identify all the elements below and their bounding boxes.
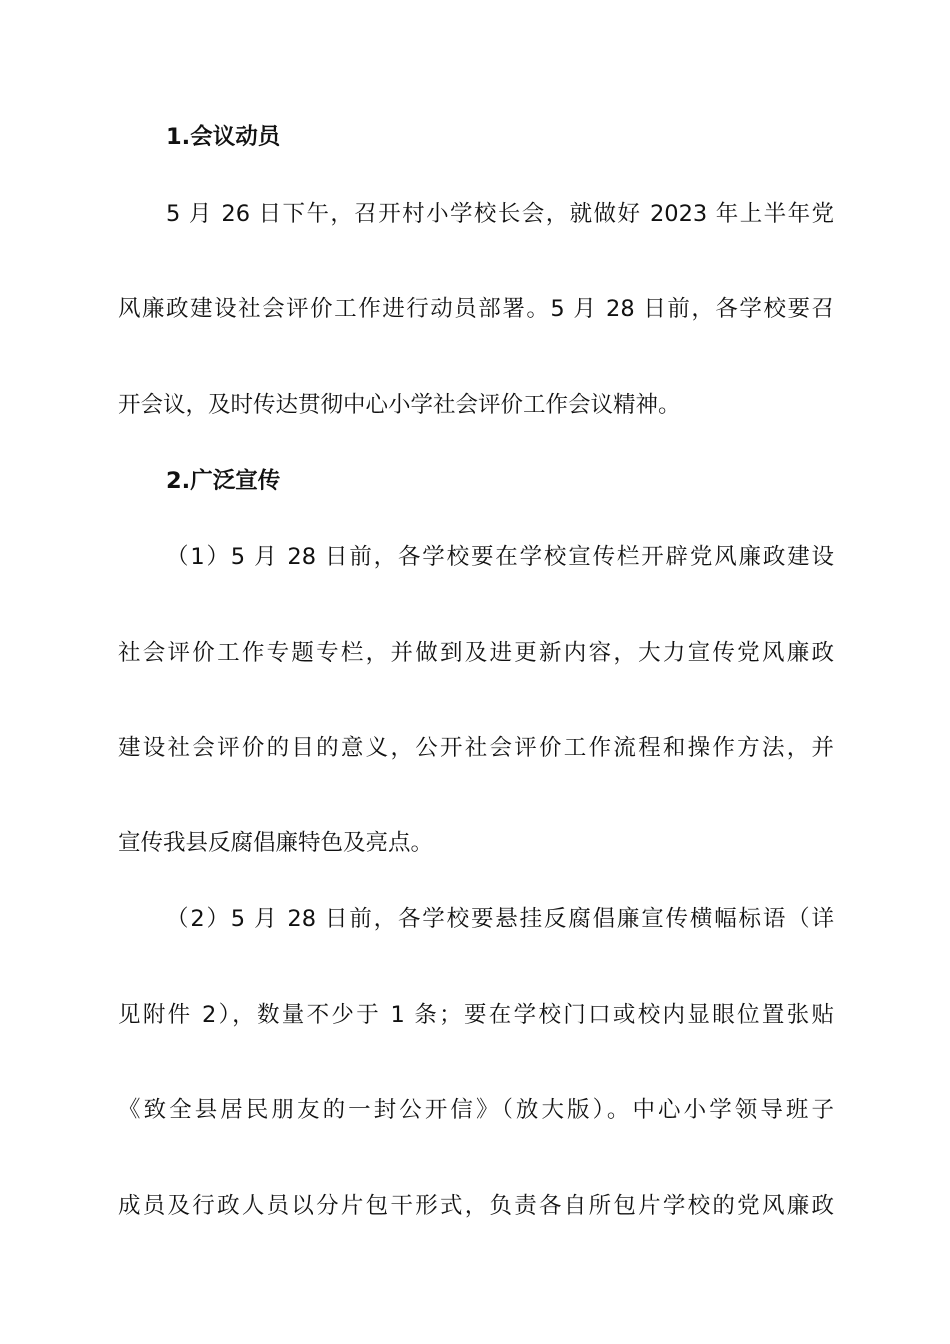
paragraph-line: （1）5 月 28 日前，各学校要在学校宣传栏开辟党风廉政建设 — [166, 544, 834, 570]
paragraph-line: 5 月 26 日下午，召开村小学校长会，就做好 2023 年上半年党 — [166, 201, 834, 227]
paragraph-line: （2）5 月 28 日前，各学校要悬挂反腐倡廉宣传横幅标语（详 — [166, 906, 834, 932]
paragraph-line: 《致全县居民朋友的一封公开信》（放大版）。中心小学领导班子 — [118, 1097, 834, 1123]
paragraph-line: 宣传我县反腐倡廉特色及亮点。 — [118, 830, 434, 856]
section-heading-2: 2.广泛宣传 — [166, 468, 281, 494]
section-heading-1: 1.会议动员 — [166, 124, 281, 150]
paragraph-line: 社会评价工作专题专栏，并做到及进更新内容，大力宣传党风廉政 — [118, 640, 834, 666]
paragraph-line: 建设社会评价的目的意义，公开社会评价工作流程和操作方法，并 — [118, 735, 834, 761]
paragraph-line: 开会议，及时传达贯彻中心小学社会评价工作会议精神。 — [118, 392, 681, 418]
paragraph-line: 风廉政建设社会评价工作进行动员部署。5 月 28 日前，各学校要召 — [118, 296, 834, 322]
paragraph-line: 成员及行政人员以分片包干形式，负责各自所包片学校的党风廉政 — [118, 1193, 834, 1219]
paragraph-line: 见附件 2），数量不少于 1 条；要在学校门口或校内显眼位置张贴 — [118, 1002, 834, 1028]
